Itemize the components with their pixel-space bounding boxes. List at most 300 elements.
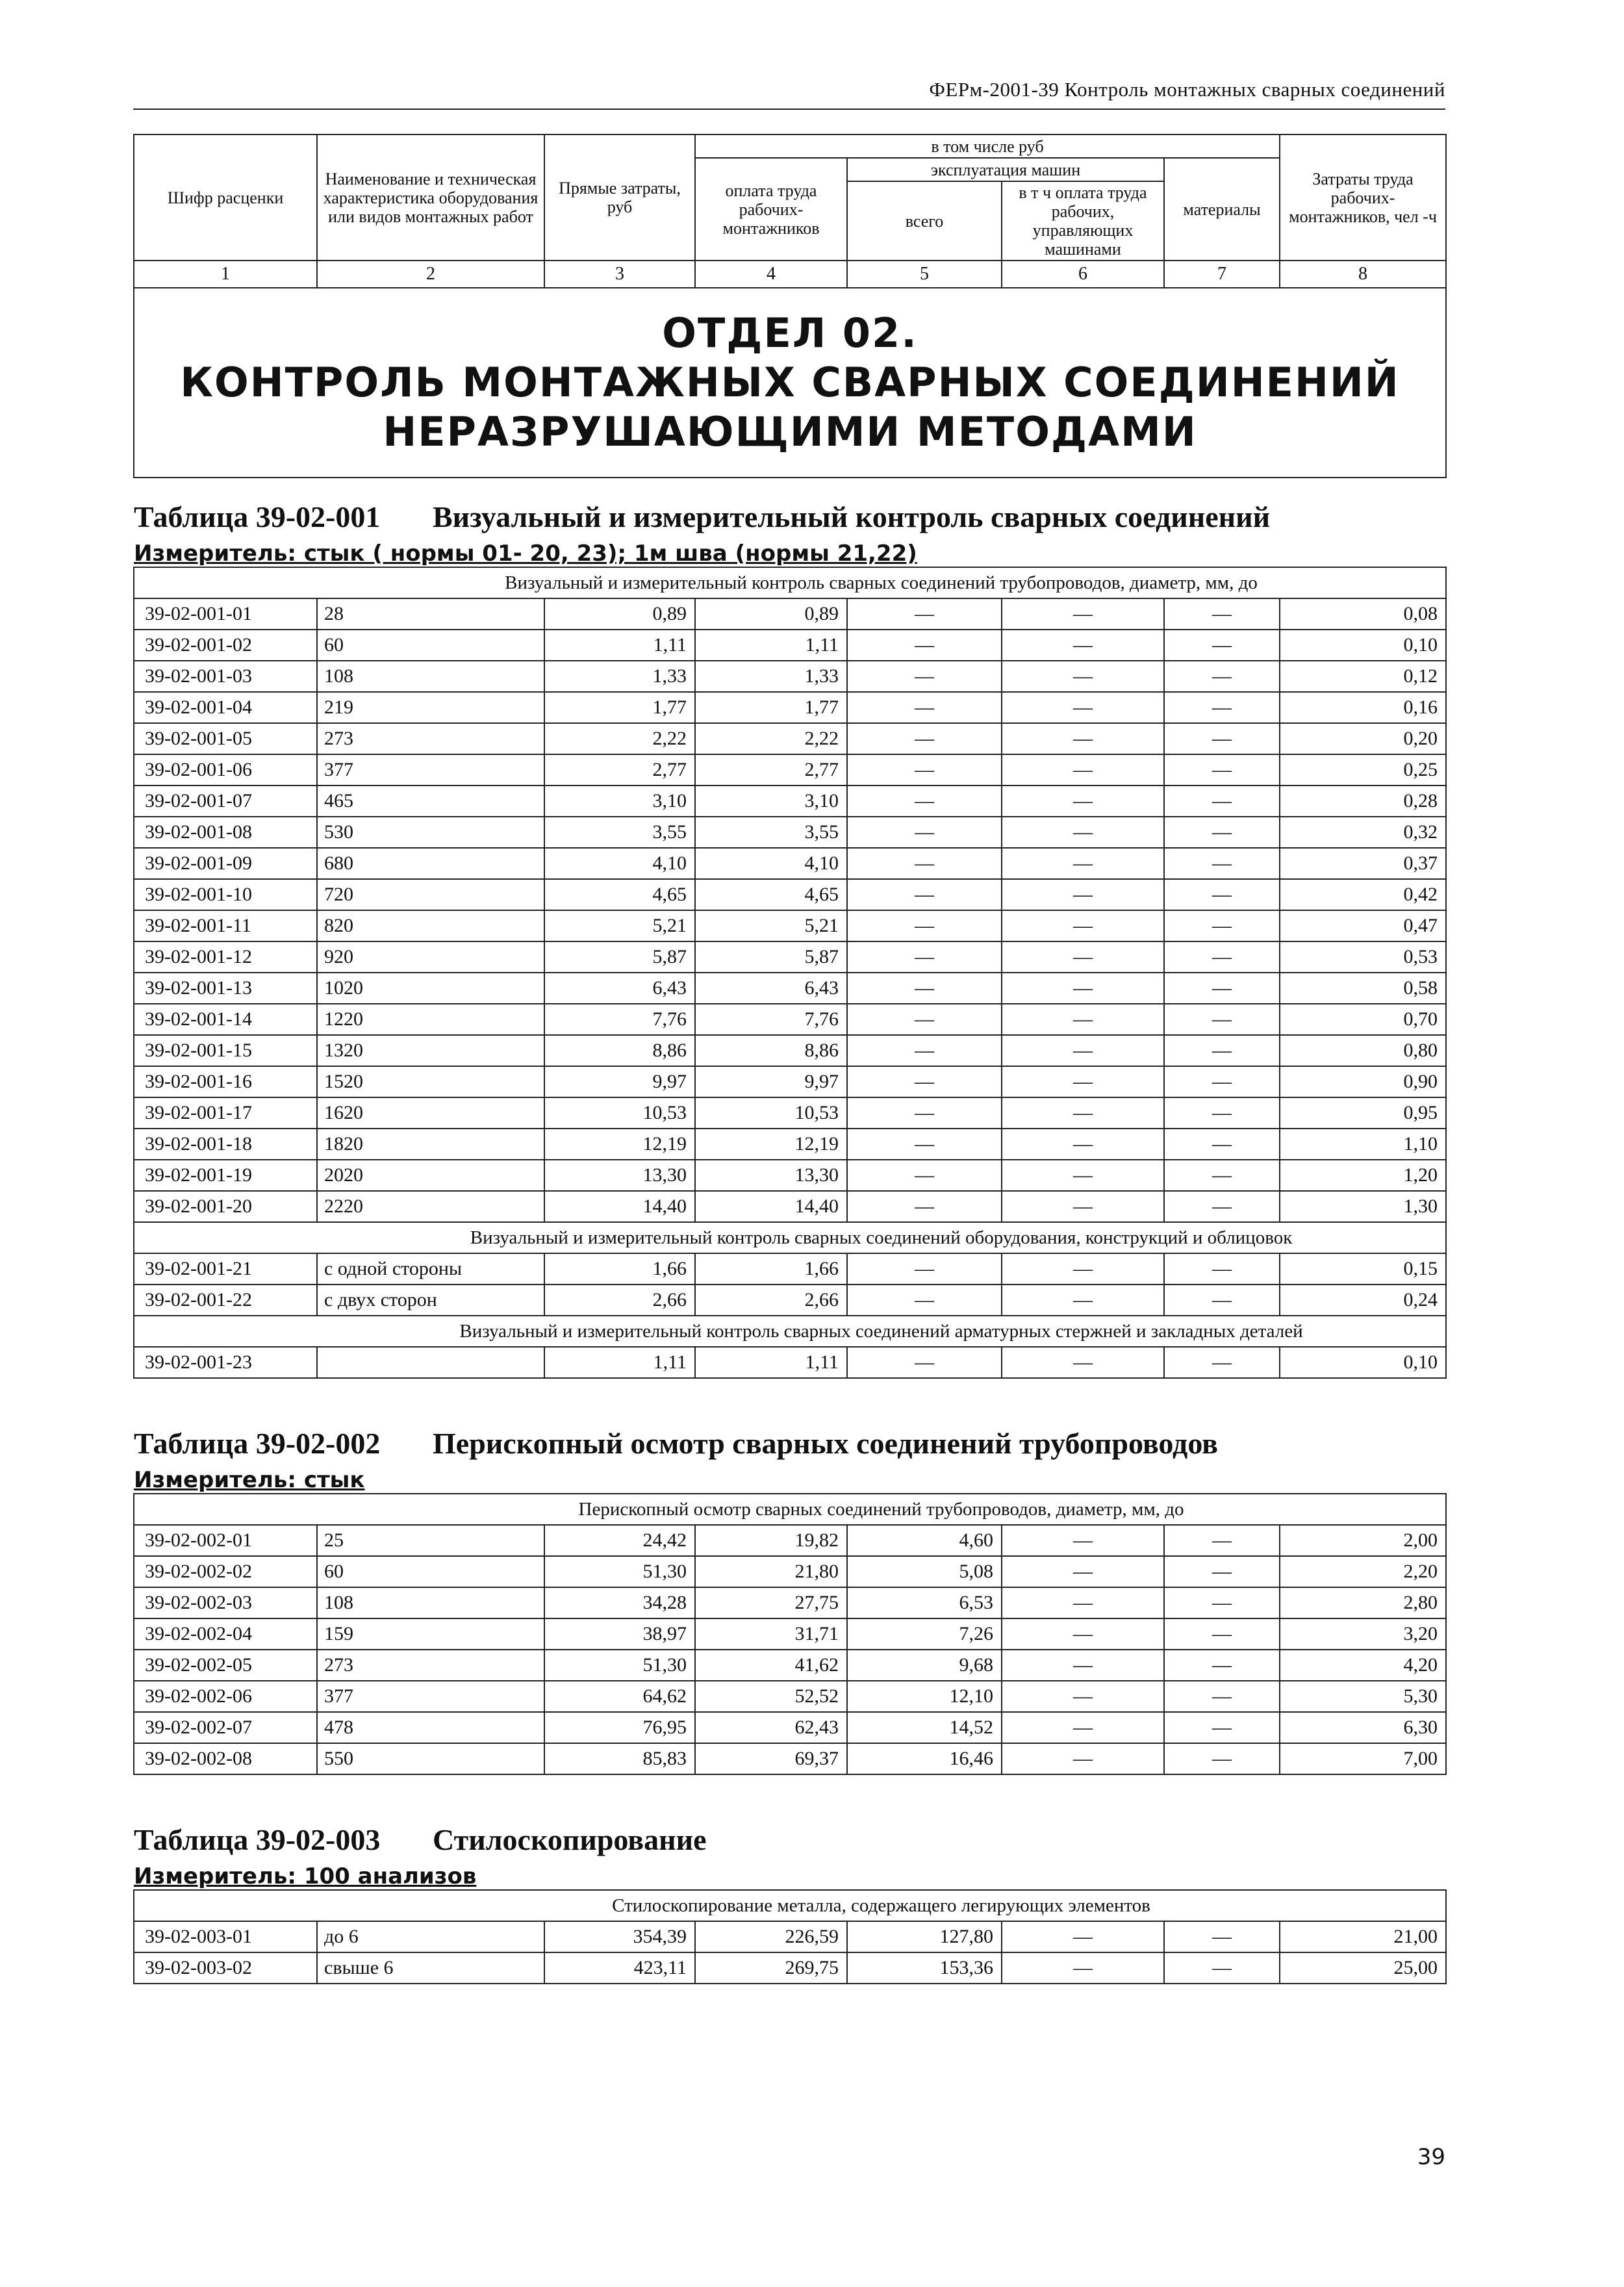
worker-wages: 62,43: [695, 1712, 847, 1743]
table-row: [134, 941, 1446, 973]
materials-cost: —: [1164, 1681, 1280, 1712]
table-row: [134, 1035, 1446, 1066]
table-number: Таблица 39-02-002: [134, 1427, 381, 1460]
worker-wages: 19,82: [695, 1525, 847, 1556]
item-description: 720: [317, 879, 544, 910]
materials-cost: —: [1164, 1347, 1280, 1378]
labour-hours: 6,30: [1280, 1712, 1446, 1743]
direct-costs: 1,11: [544, 1347, 695, 1378]
materials-cost: —: [1164, 630, 1280, 661]
machine-costs: 14,52: [847, 1712, 1002, 1743]
direct-costs: 1,77: [544, 692, 695, 723]
measure-text: Измеритель: стык: [134, 1467, 365, 1493]
machine-costs: —: [847, 630, 1002, 661]
machine-costs: —: [847, 1035, 1002, 1066]
table-row: [134, 1921, 1446, 1952]
norms-table-frame: [133, 134, 1445, 1984]
labour-hours: 0,24: [1280, 1284, 1446, 1316]
machine-costs: —: [847, 1129, 1002, 1160]
operator-wages: —: [1002, 817, 1164, 848]
item-description: с одной стороны: [317, 1253, 544, 1284]
worker-wages: 10,53: [695, 1097, 847, 1129]
table-row: [134, 1743, 1446, 1774]
rate-code: 39-02-001-23: [134, 1347, 317, 1378]
worker-wages: 31,71: [695, 1618, 847, 1650]
table-row: [134, 786, 1446, 817]
table-row: [134, 910, 1446, 941]
rate-code: 39-02-002-02: [134, 1556, 317, 1587]
section-title-line: ОТДЕЛ 02.: [662, 309, 918, 357]
machine-costs: —: [847, 1253, 1002, 1284]
rate-code: 39-02-001-17: [134, 1097, 317, 1129]
machine-costs: —: [847, 1284, 1002, 1316]
subheading-text: Перископный осмотр сварных соединений трубопроводов, диаметр, мм, до: [317, 1494, 1446, 1525]
subheading-row: [134, 1316, 1446, 1347]
machine-costs: —: [847, 910, 1002, 941]
table-number: Таблица 39-02-003: [134, 1823, 381, 1856]
subheading-lead: [134, 567, 317, 598]
labour-hours: 2,00: [1280, 1525, 1446, 1556]
item-description: 159: [317, 1618, 544, 1650]
direct-costs: 7,76: [544, 1004, 695, 1035]
item-description: [317, 1347, 544, 1378]
table-row: [134, 1525, 1446, 1556]
operator-wages: —: [1002, 1347, 1164, 1378]
header-materials: материалы: [1164, 158, 1280, 261]
operator-wages: —: [1002, 786, 1164, 817]
worker-wages: 69,37: [695, 1743, 847, 1774]
table-caption: [134, 1797, 1446, 1857]
direct-costs: 1,11: [544, 630, 695, 661]
direct-costs: 0,89: [544, 598, 695, 630]
measure-row: [134, 534, 1446, 567]
table-row: [134, 973, 1446, 1004]
worker-wages: 226,59: [695, 1921, 847, 1952]
direct-costs: 2,66: [544, 1284, 695, 1316]
materials-cost: —: [1164, 1556, 1280, 1587]
direct-costs: 85,83: [544, 1743, 695, 1774]
rate-code: 39-02-001-01: [134, 598, 317, 630]
rate-code: 39-02-002-04: [134, 1618, 317, 1650]
table-row: [134, 692, 1446, 723]
rate-code: 39-02-003-02: [134, 1952, 317, 1984]
table-row: [134, 879, 1446, 910]
subheading-row: [134, 1222, 1446, 1253]
item-description: 1520: [317, 1066, 544, 1097]
direct-costs: 3,10: [544, 786, 695, 817]
subheading-text: Визуальный и измерительный контроль сварных соединений оборудования, конструкций и облицовок: [317, 1222, 1446, 1253]
labour-hours: 1,30: [1280, 1191, 1446, 1222]
machine-costs: —: [847, 817, 1002, 848]
machine-costs: 7,26: [847, 1618, 1002, 1650]
operator-wages: —: [1002, 1160, 1164, 1191]
item-description: 1220: [317, 1004, 544, 1035]
rate-code: 39-02-001-14: [134, 1004, 317, 1035]
header-direct-costs: Прямые затраты, руб: [544, 134, 695, 261]
worker-wages: 1,11: [695, 1347, 847, 1378]
worker-wages: 1,77: [695, 692, 847, 723]
materials-cost: —: [1164, 1712, 1280, 1743]
rate-code: 39-02-002-05: [134, 1650, 317, 1681]
table-title: Стилоскопирование: [433, 1823, 707, 1856]
column-numbers-row: [134, 261, 1446, 288]
worker-wages: 1,11: [695, 630, 847, 661]
operator-wages: —: [1002, 1921, 1164, 1952]
table-row: [134, 1650, 1446, 1681]
worker-wages: 0,89: [695, 598, 847, 630]
labour-hours: 2,20: [1280, 1556, 1446, 1587]
direct-costs: 4,65: [544, 879, 695, 910]
materials-cost: —: [1164, 1952, 1280, 1984]
table-row: [134, 817, 1446, 848]
item-description: 1020: [317, 973, 544, 1004]
table-row: [134, 848, 1446, 879]
rate-code: 39-02-002-01: [134, 1525, 317, 1556]
operator-wages: —: [1002, 754, 1164, 786]
labour-hours: 25,00: [1280, 1952, 1446, 1984]
table-number: Таблица 39-02-001: [134, 500, 381, 533]
subheading-lead: [134, 1494, 317, 1525]
rate-code: 39-02-001-10: [134, 879, 317, 910]
direct-costs: 1,66: [544, 1253, 695, 1284]
labour-hours: 0,90: [1280, 1066, 1446, 1097]
direct-costs: 3,55: [544, 817, 695, 848]
machine-costs: —: [847, 1004, 1002, 1035]
worker-wages: 12,19: [695, 1129, 847, 1160]
labour-hours: 0,16: [1280, 692, 1446, 723]
materials-cost: —: [1164, 1525, 1280, 1556]
direct-costs: 354,39: [544, 1921, 695, 1952]
materials-cost: —: [1164, 661, 1280, 692]
operator-wages: —: [1002, 1097, 1164, 1129]
operator-wages: —: [1002, 1035, 1164, 1066]
materials-cost: —: [1164, 879, 1280, 910]
machine-costs: —: [847, 661, 1002, 692]
table-row: [134, 1253, 1446, 1284]
header-machines-total: всего: [847, 181, 1002, 261]
item-description: 680: [317, 848, 544, 879]
direct-costs: 38,97: [544, 1618, 695, 1650]
materials-cost: —: [1164, 910, 1280, 941]
direct-costs: 34,28: [544, 1587, 695, 1618]
operator-wages: —: [1002, 1743, 1164, 1774]
labour-hours: 2,80: [1280, 1587, 1446, 1618]
table-row: [134, 1066, 1446, 1097]
operator-wages: —: [1002, 879, 1164, 910]
header-machine-operators: в т ч оплата труда рабочих, управляющих машинами: [1002, 181, 1164, 261]
column-number: 1: [134, 261, 317, 288]
item-description: 377: [317, 1681, 544, 1712]
item-description: 2220: [317, 1191, 544, 1222]
operator-wages: —: [1002, 1129, 1164, 1160]
materials-cost: —: [1164, 817, 1280, 848]
worker-wages: 13,30: [695, 1160, 847, 1191]
machine-costs: —: [847, 848, 1002, 879]
direct-costs: 10,53: [544, 1097, 695, 1129]
header-machines: эксплуатация машин: [847, 158, 1164, 181]
operator-wages: —: [1002, 1525, 1164, 1556]
labour-hours: 1,20: [1280, 1160, 1446, 1191]
labour-hours: 0,12: [1280, 661, 1446, 692]
header-code: Шифр расценки: [134, 134, 317, 261]
labour-hours: 0,80: [1280, 1035, 1446, 1066]
table-row: [134, 630, 1446, 661]
labour-hours: 7,00: [1280, 1743, 1446, 1774]
machine-costs: 153,36: [847, 1952, 1002, 1984]
operator-wages: —: [1002, 910, 1164, 941]
machine-costs: 4,60: [847, 1525, 1002, 1556]
subheading-row: [134, 1890, 1446, 1921]
worker-wages: 3,55: [695, 817, 847, 848]
operator-wages: —: [1002, 1284, 1164, 1316]
section-heading: [134, 288, 1446, 478]
header-rule: [133, 109, 1445, 110]
rate-code: 39-02-001-18: [134, 1129, 317, 1160]
labour-hours: 0,15: [1280, 1253, 1446, 1284]
item-description: 530: [317, 817, 544, 848]
table-row: [134, 1681, 1446, 1712]
item-description: 108: [317, 1587, 544, 1618]
rate-code: 39-02-002-08: [134, 1743, 317, 1774]
table-row: [134, 1129, 1446, 1160]
direct-costs: 2,22: [544, 723, 695, 754]
subheading-row: [134, 1494, 1446, 1525]
item-description: 25: [317, 1525, 544, 1556]
materials-cost: —: [1164, 1035, 1280, 1066]
measure-row: [134, 1461, 1446, 1494]
materials-cost: —: [1164, 1066, 1280, 1097]
rate-code: 39-02-001-08: [134, 817, 317, 848]
operator-wages: —: [1002, 1712, 1164, 1743]
operator-wages: —: [1002, 941, 1164, 973]
machine-costs: —: [847, 973, 1002, 1004]
column-number: 7: [1164, 261, 1280, 288]
materials-cost: —: [1164, 1097, 1280, 1129]
worker-wages: 4,65: [695, 879, 847, 910]
item-description: 108: [317, 661, 544, 692]
direct-costs: 51,30: [544, 1556, 695, 1587]
subheading-lead: [134, 1890, 317, 1921]
operator-wages: —: [1002, 1952, 1164, 1984]
rate-code: 39-02-002-03: [134, 1587, 317, 1618]
labour-hours: 0,37: [1280, 848, 1446, 879]
operator-wages: —: [1002, 1253, 1164, 1284]
header-name: Наименование и техническая характеристика оборудования или видов монтажных работ: [317, 134, 544, 261]
machine-costs: 5,08: [847, 1556, 1002, 1587]
table-caption: [134, 478, 1446, 534]
labour-hours: 5,30: [1280, 1681, 1446, 1712]
worker-wages: 1,33: [695, 661, 847, 692]
materials-cost: —: [1164, 1004, 1280, 1035]
operator-wages: —: [1002, 1650, 1164, 1681]
measure-text: Измеритель: 100 анализов: [134, 1863, 477, 1889]
labour-hours: 0,70: [1280, 1004, 1446, 1035]
table-measure: [134, 1857, 1446, 1890]
materials-cost: —: [1164, 723, 1280, 754]
table-row: [134, 1160, 1446, 1191]
machine-costs: —: [847, 1066, 1002, 1097]
table-row: [134, 1587, 1446, 1618]
table-gap: [134, 1774, 1446, 1797]
materials-cost: —: [1164, 941, 1280, 973]
item-description: 1320: [317, 1035, 544, 1066]
item-description: 377: [317, 754, 544, 786]
machine-costs: 12,10: [847, 1681, 1002, 1712]
norms-table: [133, 134, 1447, 1984]
table-caption: [134, 1401, 1446, 1461]
machine-costs: —: [847, 1347, 1002, 1378]
labour-hours: 0,32: [1280, 817, 1446, 848]
materials-cost: —: [1164, 1253, 1280, 1284]
table-row: [134, 598, 1446, 630]
direct-costs: 14,40: [544, 1191, 695, 1222]
subheading-row: [134, 567, 1446, 598]
subheading-text: Стилоскопирование металла, содержащего легирующих элементов: [317, 1890, 1446, 1921]
worker-wages: 8,86: [695, 1035, 847, 1066]
table-row: [134, 1556, 1446, 1587]
materials-cost: —: [1164, 1284, 1280, 1316]
labour-hours: 0,08: [1280, 598, 1446, 630]
table-row: [134, 754, 1446, 786]
operator-wages: —: [1002, 1587, 1164, 1618]
section-title-line: КОНТРОЛЬ МОНТАЖНЫХ СВАРНЫХ СОЕДИНЕНИЙ: [180, 359, 1400, 406]
direct-costs: 64,62: [544, 1681, 695, 1712]
direct-costs: 9,97: [544, 1066, 695, 1097]
direct-costs: 8,86: [544, 1035, 695, 1066]
direct-costs: 24,42: [544, 1525, 695, 1556]
measure-text: Измеритель: стык ( нормы 01- 20, 23); 1м шва (нормы 21,22): [134, 541, 917, 567]
subheading-text: Визуальный и измерительный контроль сварных соединений трубопроводов, диаметр, мм, до: [317, 567, 1446, 598]
labour-hours: 0,95: [1280, 1097, 1446, 1129]
materials-cost: —: [1164, 848, 1280, 879]
rate-code: 39-02-001-16: [134, 1066, 317, 1097]
worker-wages: 7,76: [695, 1004, 847, 1035]
labour-hours: 0,28: [1280, 786, 1446, 817]
item-description: 478: [317, 1712, 544, 1743]
machine-costs: 16,46: [847, 1743, 1002, 1774]
machine-costs: —: [847, 941, 1002, 973]
rate-code: 39-02-001-11: [134, 910, 317, 941]
machine-costs: —: [847, 786, 1002, 817]
direct-costs: 2,77: [544, 754, 695, 786]
machine-costs: —: [847, 879, 1002, 910]
materials-cost: —: [1164, 1921, 1280, 1952]
labour-hours: 0,53: [1280, 941, 1446, 973]
worker-wages: 14,40: [695, 1191, 847, 1222]
table-row: [134, 723, 1446, 754]
table-row: [134, 1618, 1446, 1650]
direct-costs: 5,21: [544, 910, 695, 941]
operator-wages: —: [1002, 1618, 1164, 1650]
direct-costs: 5,87: [544, 941, 695, 973]
materials-cost: —: [1164, 786, 1280, 817]
labour-hours: 0,58: [1280, 973, 1446, 1004]
materials-cost: —: [1164, 973, 1280, 1004]
subheading-lead: [134, 1222, 317, 1253]
operator-wages: —: [1002, 1066, 1164, 1097]
subheading-lead: [134, 1316, 317, 1347]
measure-row: [134, 1857, 1446, 1890]
direct-costs: 423,11: [544, 1952, 695, 1984]
materials-cost: —: [1164, 1618, 1280, 1650]
table-title: Визуальный и измерительный контроль сварных соединений: [433, 500, 1271, 533]
direct-costs: 1,33: [544, 661, 695, 692]
machine-costs: —: [847, 723, 1002, 754]
rate-code: 39-02-001-04: [134, 692, 317, 723]
materials-cost: —: [1164, 1587, 1280, 1618]
machine-costs: 127,80: [847, 1921, 1002, 1952]
table-gap: [134, 1378, 1446, 1401]
item-description: 920: [317, 941, 544, 973]
item-description: 1620: [317, 1097, 544, 1129]
table-row: [134, 1097, 1446, 1129]
table-row: [134, 1952, 1446, 1984]
rate-code: 39-02-003-01: [134, 1921, 317, 1952]
worker-wages: 27,75: [695, 1587, 847, 1618]
column-number: 8: [1280, 261, 1446, 288]
table-title: Перископный осмотр сварных соединений трубопроводов: [433, 1427, 1219, 1460]
header-including: в том числе руб: [695, 134, 1280, 158]
page-number: 39: [1417, 2144, 1445, 2170]
machine-costs: —: [847, 1160, 1002, 1191]
materials-cost: —: [1164, 1191, 1280, 1222]
direct-costs: 13,30: [544, 1160, 695, 1191]
labour-hours: 0,47: [1280, 910, 1446, 941]
worker-wages: 2,77: [695, 754, 847, 786]
table-measure: [134, 534, 1446, 567]
worker-wages: 4,10: [695, 848, 847, 879]
machine-costs: —: [847, 1097, 1002, 1129]
direct-costs: 12,19: [544, 1129, 695, 1160]
machine-costs: 6,53: [847, 1587, 1002, 1618]
header-labour: Затраты труда рабочих-монтажников, чел -ч: [1280, 134, 1446, 261]
table-caption-row: [134, 1797, 1446, 1857]
operator-wages: —: [1002, 1681, 1164, 1712]
rate-code: 39-02-001-05: [134, 723, 317, 754]
item-description: 28: [317, 598, 544, 630]
labour-hours: 3,20: [1280, 1618, 1446, 1650]
column-number: 2: [317, 261, 544, 288]
labour-hours: 0,10: [1280, 1347, 1446, 1378]
item-description: 820: [317, 910, 544, 941]
table-caption-row: [134, 1401, 1446, 1461]
materials-cost: —: [1164, 1650, 1280, 1681]
table-caption-row: [134, 478, 1446, 534]
column-number: 5: [847, 261, 1002, 288]
worker-wages: 41,62: [695, 1650, 847, 1681]
direct-costs: 6,43: [544, 973, 695, 1004]
gap-cell: [134, 1774, 1446, 1797]
table-row: [134, 1284, 1446, 1316]
labour-hours: 0,42: [1280, 879, 1446, 910]
item-description: 2020: [317, 1160, 544, 1191]
item-description: 1820: [317, 1129, 544, 1160]
machine-costs: —: [847, 754, 1002, 786]
labour-hours: 0,10: [1280, 630, 1446, 661]
operator-wages: —: [1002, 1556, 1164, 1587]
item-description: 273: [317, 723, 544, 754]
operator-wages: —: [1002, 1191, 1164, 1222]
machine-costs: —: [847, 692, 1002, 723]
rate-code: 39-02-001-22: [134, 1284, 317, 1316]
worker-wages: 52,52: [695, 1681, 847, 1712]
item-description: 219: [317, 692, 544, 723]
materials-cost: —: [1164, 598, 1280, 630]
rate-code: 39-02-002-07: [134, 1712, 317, 1743]
rate-code: 39-02-001-02: [134, 630, 317, 661]
labour-hours: 4,20: [1280, 1650, 1446, 1681]
direct-costs: 4,10: [544, 848, 695, 879]
